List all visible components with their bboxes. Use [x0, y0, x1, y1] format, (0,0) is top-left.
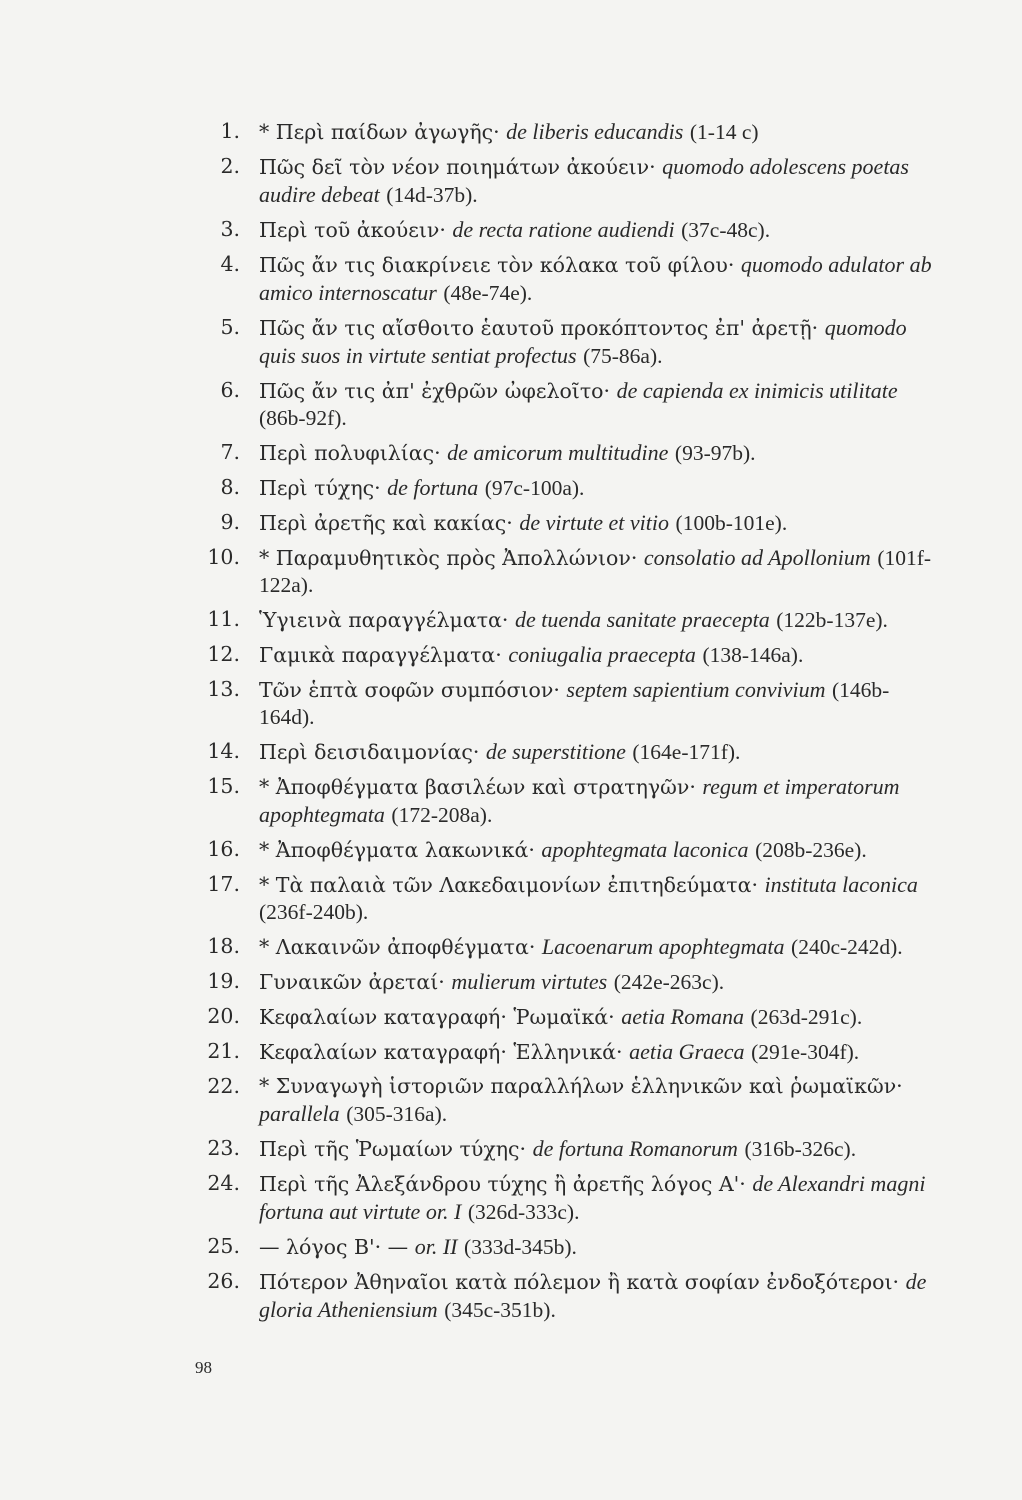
- greek-title: — λόγος Β'· —: [259, 1235, 409, 1259]
- greek-title: * Περὶ παίδων ἀγωγῆς·: [259, 120, 500, 144]
- greek-title: * Ἀποφθέγματα βασιλέων καὶ στρατηγῶν·: [259, 775, 696, 799]
- list-item: [196, 1135, 936, 1163]
- page-reference: (75-86a).: [583, 344, 663, 368]
- entry-number: 19.: [207, 969, 240, 993]
- list-item: [196, 1268, 936, 1324]
- greek-title: Περὶ τοῦ ἀκούειν·: [259, 218, 446, 242]
- latin-title: parallela: [259, 1101, 340, 1126]
- page-reference: (208b-236e).: [755, 838, 867, 862]
- entry-number: 18.: [207, 934, 240, 958]
- page-reference: (240c-242d).: [791, 935, 903, 959]
- page-reference: (242e-263c).: [613, 970, 725, 994]
- greek-title: Περὶ δεισιδαιμονίας·: [259, 740, 480, 764]
- entry-number: 11.: [207, 607, 240, 631]
- latin-title: mulierum virtutes: [451, 969, 608, 994]
- latin-title: de tuenda sanitate praecepta: [514, 607, 770, 632]
- greek-title: * Λακαινῶν ἀποφθέγματα·: [259, 935, 536, 959]
- greek-title: Γυναικῶν ἀρεταί·: [259, 970, 445, 994]
- page-reference: (164e-171f).: [632, 740, 741, 764]
- list-item: [196, 968, 936, 996]
- greek-title: * Τὰ παλαιὰ τῶν Λακεδαιμονίων ἐπιτηδεύματα·: [259, 873, 758, 897]
- greek-title: Γαμικὰ παραγγέλματα·: [259, 643, 502, 667]
- list-item: [196, 871, 936, 926]
- list-item: [196, 738, 936, 766]
- greek-title: Περὶ τύχης·: [259, 476, 381, 500]
- entry-number: 26.: [207, 1269, 240, 1293]
- page-reference: (101f-122a).: [259, 546, 932, 597]
- latin-title: apophtegmata laconica: [541, 837, 749, 862]
- page-reference: (86b-92f).: [259, 406, 347, 430]
- latin-title: regum et imperatorum apophtegmata: [259, 774, 900, 827]
- greek-title: * Ἀποφθέγματα λακωνικά·: [259, 838, 535, 862]
- latin-title: or. II: [414, 1234, 458, 1259]
- latin-title: aetia Graeca: [629, 1039, 745, 1064]
- greek-title: * Συναγωγὴ ἱστοριῶν παραλλήλων ἑλληνικῶν καὶ ῥωμαϊκῶν·: [259, 1074, 903, 1098]
- page-reference: (263d-291c).: [750, 1005, 863, 1029]
- latin-title: quomodo quis suos in virtute sentiat profectus: [259, 315, 907, 368]
- greek-title: Κεφαλαίων καταγραφή· Ἑλληνικά·: [259, 1040, 623, 1064]
- entry-number: 23.: [207, 1136, 240, 1160]
- latin-title: de Alexandri magni fortuna aut virtute or. I: [259, 1171, 926, 1224]
- list-item: [196, 509, 936, 537]
- page-reference: (305-316a).: [346, 1102, 448, 1126]
- list-item: [196, 377, 936, 432]
- page-reference: (48e-74e).: [443, 281, 533, 305]
- latin-title: de amicorum multitudine: [447, 440, 669, 465]
- entry-number: 9.: [220, 510, 240, 534]
- page-reference: (333d-345b).: [464, 1235, 577, 1259]
- latin-title: consolatio ad Apollonium: [643, 545, 871, 570]
- list-item: [196, 676, 936, 731]
- latin-title: de liberis educandis: [506, 119, 684, 144]
- page-reference: (122b-137e).: [776, 608, 888, 632]
- entry-number: 17.: [207, 872, 240, 896]
- list-item: [196, 216, 936, 244]
- latin-title: instituta laconica: [764, 872, 918, 897]
- entry-number: 16.: [207, 837, 240, 861]
- page-reference: (97c-100a).: [484, 476, 585, 500]
- page-reference: (100b-101e).: [675, 511, 788, 535]
- list-item: [196, 1170, 936, 1226]
- list-item: [196, 1038, 936, 1066]
- page-reference: (236f-240b).: [259, 900, 369, 924]
- entry-number: 25.: [207, 1234, 240, 1258]
- list-item: [196, 153, 936, 209]
- latin-title: Lacoenarum apophtegmata: [541, 934, 785, 959]
- greek-title: Πῶς ἄν τις ἀπ' ἐχθρῶν ὠφελοῖτο·: [259, 379, 611, 403]
- entry-number: 20.: [207, 1004, 240, 1028]
- greek-title: Πῶς ἄν τις αἴσθοιτο ἑαυτοῦ προκόπτοντος ἐπ' ἀρετῇ·: [259, 316, 819, 340]
- list-item: [196, 314, 936, 370]
- entry-number: 5.: [220, 315, 240, 339]
- list-item: [196, 1073, 936, 1128]
- list-item: [196, 773, 936, 829]
- entry-number: 1.: [220, 119, 240, 143]
- greek-title: * Παραμυθητικὸς πρὸς Ἀπολλώνιον·: [259, 546, 638, 570]
- latin-title: coniugalia praecepta: [508, 642, 696, 667]
- list-item: [196, 251, 936, 307]
- greek-title: Περὶ τῆς Ἀλεξάνδρου τύχης ἢ ἀρετῆς λόγος Α'·: [259, 1172, 746, 1196]
- greek-title: Πῶς δεῖ τὸν νέον ποιημάτων ἀκούειν·: [259, 155, 656, 179]
- entry-number: 22.: [207, 1074, 240, 1098]
- entry-number: 2.: [220, 154, 240, 178]
- latin-title: quomodo adolescens poetas audire debeat: [259, 154, 909, 207]
- list-item: [196, 1003, 936, 1031]
- list-item: [196, 544, 936, 599]
- list-item: [196, 118, 936, 146]
- greek-title: Τῶν ἑπτὰ σοφῶν συμπόσιον·: [259, 678, 560, 702]
- greek-title: Περὶ πολυφιλίας·: [259, 441, 441, 465]
- entry-number: 4.: [220, 252, 240, 276]
- entry-number: 24.: [207, 1171, 240, 1195]
- entry-number: 14.: [207, 739, 240, 763]
- page-reference: (14d-37b).: [386, 183, 478, 207]
- entry-number: 10.: [207, 545, 240, 569]
- page-reference: (138-146a).: [702, 643, 804, 667]
- greek-title: Περὶ ἀρετῆς καὶ κακίας·: [259, 511, 513, 535]
- latin-title: de capienda ex inimicis utilitate: [616, 378, 898, 403]
- list-item: [196, 439, 936, 467]
- entry-number: 21.: [207, 1039, 240, 1063]
- latin-title: septem sapientium convivium: [566, 677, 826, 702]
- page-reference: (172-208a).: [391, 803, 493, 827]
- list-item: [196, 836, 936, 864]
- list-item: [196, 474, 936, 502]
- greek-title: Περὶ τῆς Ῥωμαίων τύχης·: [259, 1137, 527, 1161]
- latin-title: de recta ratione audiendi: [452, 217, 675, 242]
- entry-number: 7.: [220, 440, 240, 464]
- page-reference: (345c-351b).: [444, 1298, 556, 1322]
- entry-number: 3.: [220, 217, 240, 241]
- page-reference: (316b-326c).: [744, 1137, 857, 1161]
- list-item: [196, 641, 936, 669]
- latin-title: de gloria Atheniensium: [259, 1269, 927, 1322]
- page-reference: (326d-333c).: [467, 1200, 580, 1224]
- entry-number: 12.: [207, 642, 240, 666]
- latin-title: de virtute et vitio: [519, 510, 670, 535]
- page-reference: (93-97b).: [674, 441, 756, 465]
- latin-title: aetia Romana: [621, 1004, 745, 1029]
- latin-title: de fortuna: [387, 475, 479, 500]
- page-reference: (37c-48c).: [681, 218, 771, 242]
- entry-number: 15.: [207, 774, 240, 798]
- greek-title: Πότερον Ἀθηναῖοι κατὰ πόλεμον ἢ κατὰ σοφίαν ἐνδοξότεροι·: [259, 1270, 900, 1294]
- latin-title: de superstitione: [485, 739, 626, 764]
- page-reference: (1-14 c): [689, 120, 759, 144]
- greek-title: Ὑγιεινὰ παραγγέλματα·: [259, 608, 509, 632]
- greek-title: Πῶς ἄν τις διακρίνειε τὸν κόλακα τοῦ φίλου·: [259, 253, 735, 277]
- latin-title: de fortuna Romanorum: [532, 1136, 738, 1161]
- greek-title: Κεφαλαίων καταγραφή· Ῥωμαϊκά·: [259, 1005, 615, 1029]
- entry-number: 6.: [220, 378, 240, 402]
- entry-list: [196, 118, 936, 1331]
- entry-number: 8.: [220, 475, 240, 499]
- list-item: [196, 606, 936, 634]
- list-item: [196, 1233, 936, 1261]
- page-reference: (291e-304f).: [751, 1040, 860, 1064]
- page-reference: (146b-164d).: [259, 678, 890, 729]
- entry-number: 13.: [207, 677, 240, 701]
- page-number: 98: [195, 1358, 212, 1377]
- list-item: [196, 933, 936, 961]
- latin-title: quomodo adulator ab amico internoscatur: [259, 252, 932, 305]
